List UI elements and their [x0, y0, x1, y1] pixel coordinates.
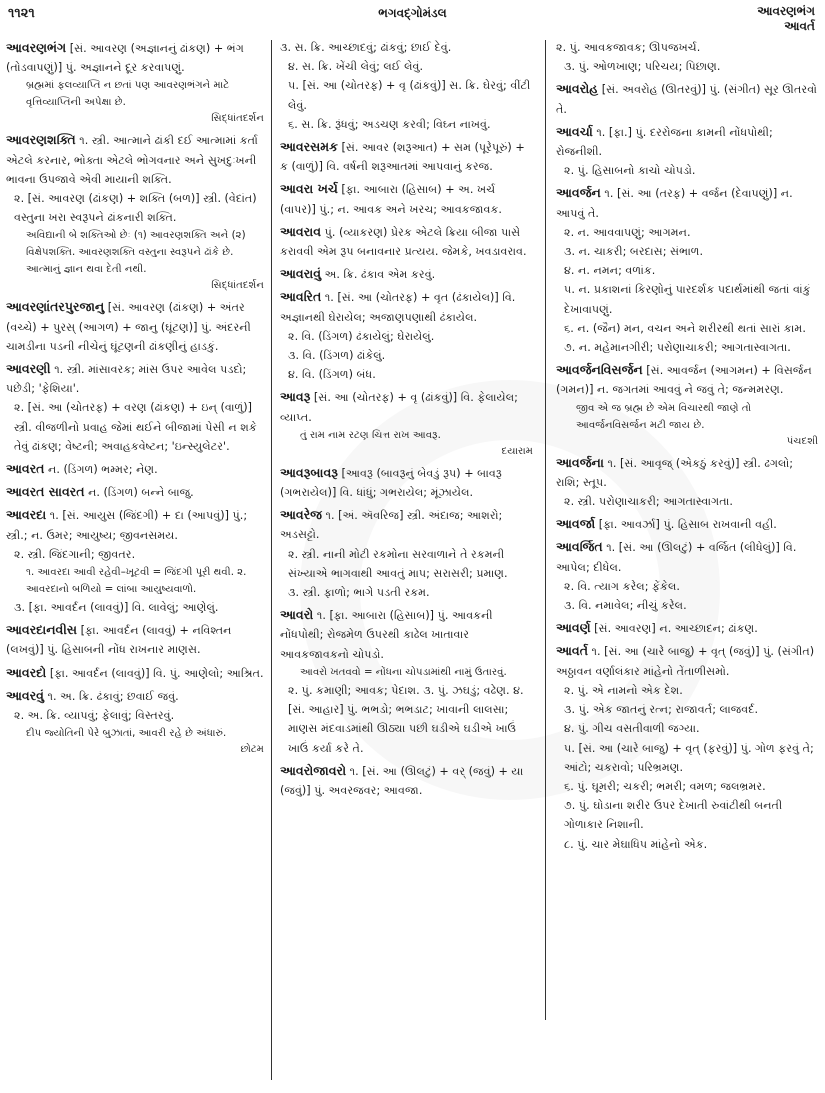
- headword: આવર્જન: [556, 185, 601, 201]
- dictionary-entry: [556, 453, 818, 512]
- definition-text: ૨. સ્ત્રી. જિંદગાની; જીવતર.: [14, 547, 136, 561]
- headword: આવરદો: [6, 664, 47, 680]
- definition-text: ૨. અ. ક્રિ. વ્યાપવું; ફેલાવું; વિસ્તરવું.: [14, 709, 175, 723]
- headword: આવરોજાવરો: [280, 762, 347, 778]
- definition-text: ૧. [સં. આયુસ (જિંદગી) + દા (આપવું)] પું.; સ્ત્રી.; ન. ઉમર; આયુષ્ય; જીવનસમય.: [6, 509, 248, 542]
- entry-sense: [280, 57, 533, 76]
- definition-text: [સં. આ (ચોતરફ) + વૃ (ઢાંકવું)] વિ. ફેલાયેલ; વ્યાપ્ત.: [280, 391, 518, 424]
- definition-text: ૩. પું. એક જાતનું રત્ન; રાજાવર્ત; લાજવર્દ.: [564, 703, 759, 717]
- dictionary-entry: [556, 360, 818, 449]
- book-title: ભગવદ્ગોમંડલ: [378, 6, 447, 20]
- dictionary-entry: [6, 459, 264, 479]
- entry-sense: [556, 319, 818, 338]
- dictionary-entry: [280, 137, 533, 176]
- headword: આવરણશક્તિ: [6, 132, 76, 148]
- entry-sense: [6, 545, 264, 564]
- dictionary-entry: [556, 537, 818, 615]
- entry-sense: [556, 681, 818, 700]
- entry-sense: [556, 596, 818, 615]
- definition-text: ૧. [સં. આ (ચોતરફ) + વૃત (ઢંકાયેલ)] વિ. અજ્ઞાનથી ઘેરાયેલ; અજાણપણાથી ઢંકાયેલ.: [280, 291, 516, 324]
- definition-text: [ફા. આબારા (હિસાબ) + અ. ખર્ચ (વાપર)] પું.; ન. આવક અને ખરચ; આવકજાવક.: [280, 183, 502, 216]
- entry-sense: [6, 505, 264, 544]
- definition-text: [ફા. આવર્દન (લાવવું)] વિ. પું. આણેલો; આશ્રિત.: [49, 666, 264, 680]
- entry-sense: [556, 38, 818, 57]
- definition-text: [સં. આવરણ (ઢાંકણ) + અંતર (વચ્ચે) + પુરસ્ (આગળ) + જાનુ (ઘૂંટણ)] પું. અંદરની ચામડીના પડની નીચેનું ઘૂંટણની ઢાંકણીનું હાડકું.: [6, 301, 251, 353]
- entry-sense: [280, 605, 533, 664]
- entry-sense: [556, 641, 818, 680]
- definition-text: ૩. પું. ઓળખાણ; પરિચય; પિછાણ.: [564, 60, 721, 74]
- entry-sense: [556, 57, 818, 76]
- entry-sense: [556, 577, 818, 596]
- definition-text: ૩. વિ. (ડિંગળ) ઢાંકેલું.: [288, 349, 386, 363]
- entry-sense: [556, 242, 818, 261]
- entry-sense: [6, 686, 264, 706]
- entry-sense: [556, 618, 818, 638]
- definition-text: ૫. [સં. આ (ચોતરફ) + વૃ (ઢાંકવું)] સ. ક્રિ. ઘેરવું; વીંટી લેવું.: [288, 79, 531, 112]
- headword: આવરણાંતરપુરજાનુ: [6, 299, 105, 315]
- definition-text: ન. (ડિંગળ) ભમ્મર; નેણ.: [48, 463, 158, 477]
- definition-text: ૨. સ્ત્રી. પરોણાચાકરી; આગતાસ્વાગતા.: [564, 495, 733, 509]
- guide-words: [757, 4, 815, 34]
- headword: આવરા ખર્ચ: [280, 181, 338, 197]
- dictionary-entry: [6, 620, 264, 659]
- entry-sense: ૩. [ફા. આવર્દન (લાવવું)] વિ. લાવેલું; આણેલું.: [14, 601, 219, 615]
- entry-sense: [556, 338, 818, 357]
- entry-sense: [280, 505, 533, 544]
- definition-text: ૬. પું. ઘૂમરી; ચકરી; ભમરી; વમળ; જલભ્રમર.: [564, 779, 766, 793]
- entry-sense: [556, 223, 818, 242]
- definition-text: ૨. સ્ત્રી. નાની મોટી રકમોના સરવાળાને તે રકમની સંખ્યાએ ભાગવાથી આવતું માપ; સરાસરી; પ્રમાણ.: [288, 547, 508, 580]
- dictionary-entry: [6, 359, 264, 456]
- headword: આવરણી: [6, 361, 51, 377]
- dictionary-entry: [556, 514, 818, 534]
- entry-sense: [6, 189, 264, 227]
- usage-quote: જીવ એ જ બ્રહ્મ છે એમ વિચારથી જાણે તો આવર્જનવિસર્જન મટી જાય છે.: [576, 402, 752, 431]
- definition-text: ૬. સ. ક્રિ. રૂંધવું; અડચણ કરવી; વિઘ્ન નાખવું.: [288, 117, 491, 131]
- dictionary-entry: [6, 130, 264, 294]
- entry-sense: [280, 545, 533, 583]
- entry-sense: [556, 537, 818, 576]
- entry-sense: [6, 398, 264, 456]
- entry-sense: [556, 514, 818, 534]
- entry-sense: [6, 482, 264, 502]
- usage-quote: તું રામ નામ રટણ ચિત્ત રાખ આવરૂ.: [300, 429, 441, 441]
- headword: આવરેજ: [280, 507, 322, 523]
- definition-text: ૧. [સં. આ (ઊલટું) + વર્જિત (લીધેલું)] વિ. આપેલ; દીધેલ.: [556, 541, 797, 574]
- definition-text: ૬. ન. (જૈન) મન, વચન અને શરીરથી થતાં સારાં કામ.: [564, 321, 806, 335]
- definition-text: ૩. ન. ચાકરી; બરદાસ; સંભાળ.: [564, 245, 704, 259]
- entry-sense: [280, 583, 533, 602]
- headword: આવર્ત: [556, 643, 588, 659]
- headword: આવરો: [280, 607, 314, 623]
- definition-text: [આવરૂ (બાવરૂનું બેવડું રૂપ) + બાવરૂ (ગભરાયેલ)] વિ. ધાંધું; ગભરાયેલ; મૂંઝાયેલ.: [280, 466, 502, 500]
- entry-sense: [6, 38, 264, 77]
- dictionary-entry: [6, 482, 264, 502]
- definition-text: ૨. વિ. (ડિંગળ) ઢંકાયેલું; ઘેરાયેલું.: [288, 329, 435, 343]
- dictionary-entry: [280, 761, 533, 800]
- entry-sense: [280, 76, 533, 114]
- column-divider: [545, 40, 546, 1020]
- definition-text: [સં. આવર (શરૂઆત) + સમ (પૂરેપૂરું) + ક (વાળું)] વિ. વર્ષની શરૂઆતમાં આપવાનું કરજ.: [280, 141, 525, 174]
- column-divider: [271, 40, 272, 1080]
- headword: આવરસમક: [280, 139, 338, 155]
- definition-text: ૧. [સં. આ (ચારે બાજુ) + વૃત્ (જવું)] પું. (સંગીત) અઠ્ઠાવન વર્ણાલંકાર માંહેનો તેંતાળીસમો.: [556, 645, 815, 678]
- dictionary-entry: [280, 38, 533, 134]
- definition-text: ૩. વિ. નમાવેલ; નીચું કરેલ.: [564, 599, 687, 613]
- quote-source: છોટમ: [240, 744, 264, 756]
- entry-sense: [556, 161, 818, 180]
- definition-text: ૨. પું. આવકજાવક; ઊપજખર્ચ.: [556, 41, 701, 54]
- entry-sense: [556, 492, 818, 511]
- column-3: [556, 38, 818, 1088]
- headword: આવરાવું: [280, 266, 322, 282]
- dictionary-entry: [280, 222, 533, 261]
- guide-word-first: આવરણભંગ: [757, 4, 815, 18]
- dictionary-entry: [280, 179, 533, 218]
- definition-text: ૭. ન. મહેમાનગીરી; પરોણાચાકરી; આગતાસ્વાગતા.: [564, 341, 791, 355]
- headword: આવરણભંગ: [6, 40, 67, 55]
- entry-sense: [280, 387, 533, 426]
- headword: આવરોહ: [556, 81, 599, 97]
- entry-sense: [556, 360, 818, 399]
- headword: આવરત: [6, 461, 45, 477]
- guide-word-last: આવર્ત: [784, 19, 815, 33]
- headword: આવરવું: [6, 687, 44, 703]
- headword: આવરદા: [6, 507, 47, 523]
- entry-sense: [6, 620, 264, 659]
- entry-sense: [556, 835, 818, 854]
- page-number: ૧૧૨૧: [8, 6, 35, 21]
- dictionary-entry: [280, 287, 533, 384]
- entry-sense: [280, 761, 533, 800]
- headword: આવરાવ: [280, 223, 322, 239]
- entry-sense: [6, 459, 264, 479]
- definition-text: ૨. વિ. ત્યાગ કરેલ; ફેંકેલ.: [564, 579, 680, 593]
- usage-quote: ૧. આવરદા આવી રહેવી–ખૂટવી = જિંદગી પૂરી થવી. ૨. આવરદાનો બળિયો = લાંબા આયુષ્યવાળો.: [26, 567, 247, 596]
- entry-sense: [6, 359, 264, 398]
- dictionary-entry: [6, 505, 264, 617]
- entry-sense: ૨. પું. કમાણી; આવક; પેદાશ. ૩. પું. ઝઘડું; વઢેણ. ૪. [સં. આહાર] પું. ભભડો; ભભડાટ; ખાવાની લાલસા; માણસ મંદવાડમાંથી ઊઠ્યા પછી ઘડીએ ઘડીએ ખાઉં ખાઉં કર્યા કરે તે.: [288, 683, 524, 755]
- dictionary-entry: [280, 463, 533, 502]
- entry-sense: [6, 706, 264, 725]
- definition-text: [ફા. આવર્દન (લાવવું) + નવિશ્તન (લખવું)] પું. હિસાબની નોંધ રાખનાર માણસ.: [6, 624, 232, 657]
- entry-sense: [6, 130, 264, 189]
- definition-text: ૪. ન. નમન; વળાંક.: [564, 264, 656, 278]
- entry-sense: [6, 663, 264, 683]
- entry-sense: [280, 365, 533, 384]
- definition-text: ૮. પું. ચાર મેઘાધિપ માંહેનો એક.: [564, 837, 708, 851]
- definition-text: ૧. અ. ક્રિ. ઢંકાવું; છવાઈ જવું.: [47, 689, 179, 703]
- headword: આવરૂબાવરૂ: [280, 464, 338, 480]
- definition-text: ૨. [સં. આ (ચોતરફ) + વરણ (ઢાંકણ) + ઇન્ (વાળું)] સ્ત્રી. વીજળીનો પ્રવાહ જેમાં થઈને બીજામાં પેસી ન શકે તેવું ઢાંકણ; વેષ્ટની; અવાહકવેષ્ટન; 'ઇન્સ્યુલેટર'.: [14, 401, 257, 453]
- definition-text: ૧. [સં. આવૃજ્ (એકઠું કરવું)] સ્ત્રી. ઢગલો; રાશિ; સ્તૂપ.: [556, 456, 794, 489]
- quote-source: સિદ્ધાંતદર્શન: [211, 280, 264, 292]
- dictionary-columns: [0, 38, 825, 1093]
- page-header: [0, 0, 825, 36]
- entry-sense: [280, 115, 533, 134]
- dictionary-entry: [556, 183, 818, 357]
- headword: આવરદાનવીસ: [6, 622, 78, 638]
- headword: આવરત સાવરત: [6, 484, 85, 500]
- definition-text: ૨. પું. એ નામનો એક દેશ.: [564, 683, 683, 697]
- entry-sense: [6, 297, 264, 356]
- entry-sense: [556, 183, 818, 222]
- entry-sense: [556, 122, 818, 161]
- definition-text: ૪. વિ. (ડિંગળ) બંધ.: [288, 368, 376, 382]
- dictionary-entry: [280, 605, 533, 757]
- headword: આવર્જિત: [556, 539, 603, 555]
- headword: આવર્જા: [556, 516, 596, 532]
- definition-text: ન. (ડિંગળ) બન્ને બાજુ.: [88, 486, 194, 500]
- entry-sense: [280, 287, 533, 326]
- definition-text: ૭. પું. ઘોડાના શરીર ઉપર દેખાતી રુવાંટીથી બનતી ગોળાકાર નિશાની.: [564, 799, 783, 832]
- headword: આવર્જનવિસર્જન: [556, 362, 643, 378]
- definition-text: ૫. [સં. આ (ચારે બાજુ) + વૃત્ (ફરવું)] પું. ગોળ ફરવું તે; આંટો; ચકરાવો; પરિભ્રમણ.: [564, 741, 814, 774]
- entry-sense: [280, 346, 533, 365]
- entry-sense: [280, 179, 533, 218]
- column-2: [280, 38, 533, 1088]
- definition-text: ૧. સ્ત્રી. માંસાવરક; માંસ ઉપર આવેલ પડદો; પછેડી; 'ફેશિયા'.: [6, 363, 247, 396]
- entry-sense: [556, 453, 818, 492]
- dictionary-entry: [556, 38, 818, 76]
- entry-sense: [556, 739, 818, 777]
- dictionary-entry: [6, 686, 264, 758]
- definition-text: ૩. સ્ત્રી. ફાળો; ભાગે પડતી રકમ.: [288, 586, 430, 600]
- headword: આવર્ણ: [556, 620, 591, 636]
- definition-text: ૧. [સં. આ (તરફ) + વર્જન (દેવાપણું)] ન. આપવું તે.: [556, 187, 793, 220]
- definition-text: પું. (વ્યાકરણ) પ્રેરક એટલે ક્રિયા બીજા પાસે કરાવવી એમ રૂપ બનાવનાર પ્રત્યય. જેમકે, ખવડાવરાવ.: [280, 225, 527, 259]
- entry-sense: [556, 719, 818, 738]
- headword: આવર્ચા: [556, 123, 593, 139]
- quote-source: પંચદશી: [786, 435, 818, 447]
- definition-text: ૧. [ફા.] પું. દરરોજના કામની નોંધપોથી; રોજનીશી.: [556, 125, 773, 159]
- definition-text: [સં. આવરણ] ન. આચ્છાદન; ઢાંકણ.: [594, 622, 758, 636]
- dictionary-entry: [6, 663, 264, 683]
- definition-text: ૧. [સં. આ (ઊલટું) + વર્ (જવું) + યા (જવું)] પું. અવરજવર; આવજા.: [280, 764, 524, 797]
- usage-quote: દીપ જ્યોતિની પેરે બુઝાતાં, આવરી રહે છે અંધારું.: [26, 728, 227, 740]
- usage-quote: બ્રહ્મમાં ફલવ્યાપ્તિ ન છતાં પણ આવરણભંગને માટે વૃત્તિવ્યાપ્તિની અપેક્ષા છે.: [26, 80, 230, 109]
- quote-source: દયારામ: [501, 445, 533, 457]
- entry-sense: [280, 222, 533, 261]
- entry-sense: [556, 777, 818, 796]
- dictionary-entry: [6, 38, 264, 127]
- entry-sense: [556, 261, 818, 280]
- column-1: [6, 38, 264, 1088]
- definition-text: [ફા. આવર્ઝા] પું. હિસાબ રાખવાની વહી.: [598, 518, 777, 532]
- dictionary-entry: [556, 618, 818, 638]
- headword: આવર્જના: [556, 454, 604, 470]
- definition-text: ૩. સ. ક્રિ. આચ્છાદવું; ઢાંકવું; છાઈ દેવું.: [280, 41, 452, 54]
- entry-sense: [280, 463, 533, 502]
- definition-text: ૧. સ્ત્રી. આત્માને ઢાંકી દઈ આત્મામાં કર્તા એટલે કરનાર, ભોક્તા એટલે ભોગવનાર અને સુખદુઃખની ભાવના ઉપજાવે એવી માયાની શક્તિ.: [6, 134, 258, 186]
- definition-text: [સં. આવર્જન (આગમન) + વિસર્જન (ગમન)] ન. જગતમાં આવવું ને જવું તે; જન્મમરણ.: [556, 364, 812, 397]
- entry-sense: [556, 79, 818, 118]
- definition-text: ૨. પું. હિસાબનો કાચો ચોપડો.: [564, 164, 696, 178]
- definition-text: ૨. ન. આવવાપણું; આગમન.: [564, 225, 691, 239]
- entry-sense: [280, 327, 533, 346]
- definition-text: [સં. અવરોહ (ઊતરવું)] પું. (સંગીત) સૂર ઊતરવો તે.: [556, 83, 817, 116]
- definition-text: અ. ક્રિ. ઢંકાવ એમ કરવું.: [324, 268, 436, 282]
- headword: આવરૂ: [280, 389, 311, 405]
- definition-text: [સં. આવરણ (અજ્ઞાનનું ઢાંકણ) + ભંગ (તોડવાપણું)] પું. અજ્ઞાનને દૂર કરવાપણું.: [6, 42, 244, 75]
- definition-text: ૧. [અં. ઍવરિજ] સ્ત્રી. અંદાજ; આશરો; અડસટ્ટો.: [280, 509, 503, 542]
- entry-sense: [556, 280, 818, 318]
- definition-text: ૫. ન. પ્રકાશનાં કિરણોનું પારદર્શક પદાર્થમાંથી જતાં વાંકું દેખાવાપણું.: [564, 283, 811, 316]
- definition-text: ૧. [ફા. આબારા (હિસાબ)] પું. આવકની નોંધપોથી; રોજમેળ ઉપરથી કાઢેલ ખાતાવાર આવકજાવકનો ચોપડો.: [280, 609, 493, 661]
- dictionary-entry: [6, 297, 264, 356]
- dictionary-entry: [280, 264, 533, 284]
- quote-source: સિદ્ધાંતદર્શન: [211, 113, 264, 125]
- entry-sense: [280, 264, 533, 284]
- entry-sense: [280, 137, 533, 176]
- dictionary-entry: [556, 641, 818, 853]
- entry-sense: [556, 700, 818, 719]
- dictionary-entry: [280, 505, 533, 602]
- dictionary-entry: [556, 122, 818, 181]
- usage-quote: અવિદ્યાની બે શક્તિઓ છેઃ (૧) આવરણશક્તિ અને (૨) વિક્ષેપશક્તિ. આવરણશક્તિ વસ્તુના સ્વરૂપને ઢાંકે છે. આત્માનું જ્ઞાન થવા દેતી નથી.: [26, 230, 246, 276]
- dictionary-entry: [556, 79, 818, 118]
- headword: આવરિત: [280, 289, 322, 305]
- definition-text: ૪. સ. ક્રિ. ખેંચી લેવું; લઈ લેવું.: [288, 60, 424, 74]
- usage-quote: આવરો ખતવવો = નોંધના ચોપડામાંથી નામું ઉતારવું.: [300, 666, 507, 678]
- definition-text: ૪. પું. ગીચ વસતીવાળી જગ્યા.: [564, 722, 700, 736]
- definition-text: ૨. [સં. આવરણ (ઢાંકણ) + શક્તિ (બળ)] સ્ત્રી. (વેદાંત) વસ્તુના ખરા સ્વરૂપને ઢાંકનારી શક્તિ.: [14, 192, 257, 225]
- entry-sense: [280, 38, 533, 57]
- dictionary-entry: [280, 387, 533, 459]
- entry-sense: [556, 796, 818, 834]
